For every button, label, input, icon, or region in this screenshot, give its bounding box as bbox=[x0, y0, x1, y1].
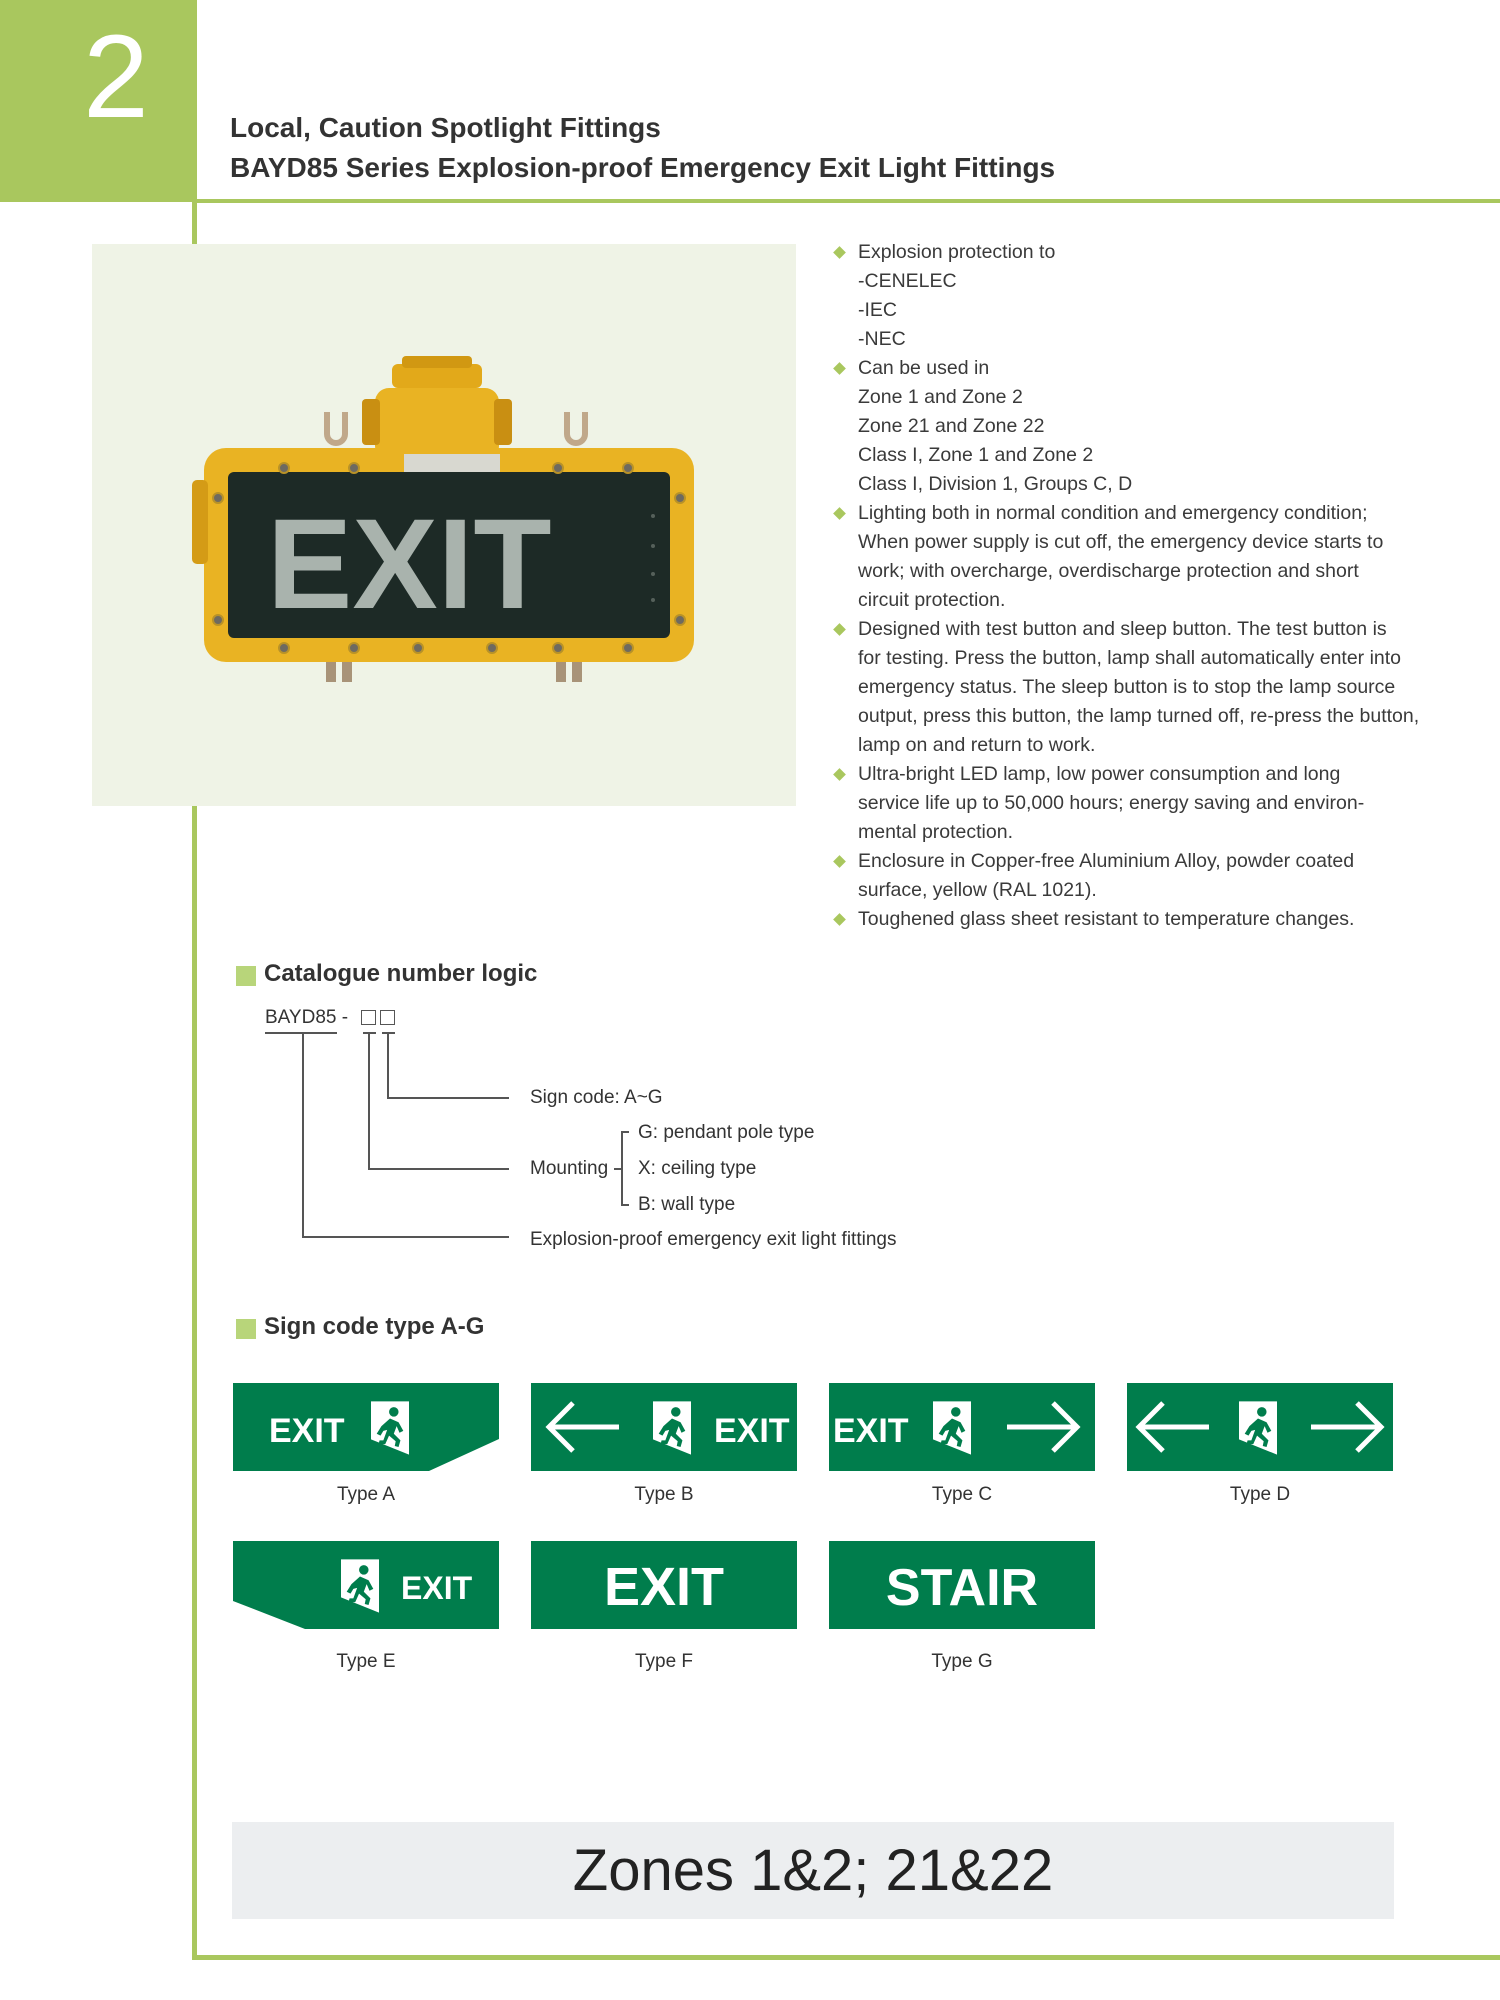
sign-type-d-label: Type D bbox=[1229, 1484, 1291, 1505]
feature-list bbox=[832, 238, 1472, 934]
feature-subline: -NEC bbox=[858, 328, 906, 350]
feature-text: Lighting both in normal condition and emergency condition; bbox=[858, 502, 1368, 524]
sign-type-e bbox=[233, 1541, 499, 1629]
mounting-connector-h bbox=[368, 1168, 509, 1170]
catalogue-heading-marker bbox=[236, 966, 256, 986]
sign-type-c bbox=[829, 1383, 1095, 1471]
bracket-mid bbox=[614, 1168, 622, 1170]
feature-subline: lamp on and return to work. bbox=[858, 734, 1096, 756]
exit-light-illustration bbox=[92, 244, 796, 806]
bullet-diamond-icon bbox=[833, 507, 846, 520]
bullet-diamond-icon bbox=[833, 855, 846, 868]
feature-subline: work; with overcharge, overdischarge protection and short bbox=[858, 560, 1359, 582]
code-underline bbox=[265, 1032, 337, 1034]
bullet-diamond-icon bbox=[833, 246, 846, 259]
feature-text: Enclosure in Copper-free Aluminium Alloy, powder coated bbox=[858, 850, 1355, 872]
signs-heading-marker bbox=[236, 1319, 256, 1339]
feature-item bbox=[832, 499, 1472, 528]
feature-item bbox=[832, 615, 1472, 644]
feature-text: Explosion protection to bbox=[858, 241, 1056, 263]
fitting-label: Explosion-proof emergency exit light fittings bbox=[530, 1229, 897, 1250]
bullet-diamond-icon bbox=[833, 362, 846, 375]
bullet-diamond-icon bbox=[833, 913, 846, 926]
running-man-icon bbox=[371, 1401, 409, 1454]
feature-subline: Zone 21 and Zone 22 bbox=[858, 415, 1045, 437]
feature-subline: mental protection. bbox=[858, 821, 1014, 843]
sign-a-exit-text: EXIT bbox=[269, 1412, 345, 1450]
mount-x-label: X: ceiling type bbox=[638, 1158, 757, 1179]
bracket-top bbox=[621, 1131, 629, 1133]
product-photo bbox=[92, 244, 796, 806]
sign-type-b-label: Type B bbox=[634, 1484, 694, 1505]
code-box-2 bbox=[380, 1010, 395, 1025]
mount-g-label: G: pendant pole type bbox=[638, 1122, 815, 1143]
sign-code-label: Sign code: A~G bbox=[530, 1087, 663, 1108]
page-title: Local, Caution Spotlight Fittings bbox=[230, 112, 661, 143]
sign-type-f-label: Type F bbox=[634, 1651, 694, 1672]
bottom-border bbox=[192, 1955, 1500, 1960]
sign-c-exit-text: EXIT bbox=[833, 1412, 909, 1450]
feature-subline: for testing. Press the button, lamp shall automatically enter into bbox=[858, 647, 1402, 669]
arrow-left-icon bbox=[549, 1403, 619, 1451]
page-subtitle: BAYD85 Series Explosion-proof Emergency Exit Light Fittings bbox=[230, 152, 1056, 183]
running-man-icon bbox=[933, 1401, 971, 1454]
sign-type-d bbox=[1127, 1383, 1393, 1471]
box2-underline bbox=[382, 1032, 395, 1034]
running-man-icon bbox=[1239, 1401, 1277, 1454]
sign-type-f bbox=[531, 1541, 797, 1629]
fitting-connector-h bbox=[302, 1236, 509, 1238]
running-man-icon bbox=[653, 1401, 691, 1454]
feature-text: Toughened glass sheet resistant to temperature changes. bbox=[858, 908, 1355, 930]
running-man-icon bbox=[341, 1559, 379, 1612]
sign-type-b bbox=[531, 1383, 797, 1471]
sign-type-c-label: Type C bbox=[931, 1484, 993, 1505]
code-box-1 bbox=[361, 1010, 376, 1025]
feature-item bbox=[832, 847, 1472, 876]
mounting-connector bbox=[368, 1032, 370, 1169]
feature-subline: circuit protection. bbox=[858, 589, 1006, 611]
bullet-diamond-icon bbox=[833, 768, 846, 781]
feature-text: Designed with test button and sleep button. The test button is bbox=[858, 618, 1387, 640]
sign-b-exit-text: EXIT bbox=[714, 1412, 790, 1450]
signs-heading: Sign code type A-G bbox=[264, 1313, 485, 1340]
catalogue-heading: Catalogue number logic bbox=[264, 960, 538, 987]
page-number: 2 bbox=[83, 11, 149, 143]
bullet-diamond-icon bbox=[833, 623, 846, 636]
feature-item bbox=[832, 354, 1472, 383]
box1-underline bbox=[363, 1032, 376, 1034]
feature-item bbox=[832, 238, 1472, 267]
catalogue-code: BAYD85 - bbox=[265, 1007, 349, 1028]
mounting-label: Mounting bbox=[530, 1158, 609, 1179]
zones-banner: Zones 1&2; 21&22 bbox=[232, 1822, 1394, 1919]
feature-subline: Class I, Zone 1 and Zone 2 bbox=[858, 444, 1094, 466]
feature-subline: -IEC bbox=[858, 299, 897, 321]
sign-e-exit-text: EXIT bbox=[401, 1570, 473, 1606]
header-divider bbox=[197, 199, 1500, 203]
feature-item bbox=[832, 905, 1472, 934]
feature-subline: output, press this button, the lamp turned off, re-press the button, bbox=[858, 705, 1420, 727]
fitting-connector bbox=[302, 1032, 304, 1237]
feature-subline: surface, yellow (RAL 1021). bbox=[858, 879, 1097, 901]
sign-type-a bbox=[233, 1383, 499, 1471]
sign-type-a-label: Type A bbox=[336, 1484, 396, 1505]
sign-type-g-label: Type G bbox=[931, 1651, 993, 1672]
arrow-right-icon bbox=[1007, 1403, 1077, 1451]
feature-subline: service life up to 50,000 hours; energy saving and environ- bbox=[858, 792, 1365, 814]
arrow-left-icon bbox=[1139, 1403, 1209, 1451]
feature-subline: Zone 1 and Zone 2 bbox=[858, 386, 1023, 408]
feature-subline: emergency status. The sleep button is to stop the lamp source bbox=[858, 676, 1396, 698]
arrow-right-icon bbox=[1311, 1403, 1381, 1451]
feature-text: Ultra-bright LED lamp, low power consumption and long bbox=[858, 763, 1341, 785]
feature-subline: Class I, Division 1, Groups C, D bbox=[858, 473, 1133, 495]
sign-type-g bbox=[829, 1541, 1095, 1629]
sign-f-exit-text: EXIT bbox=[603, 1557, 725, 1617]
feature-item bbox=[832, 760, 1472, 789]
sign-code-connector bbox=[387, 1032, 389, 1098]
product-exit-text: EXIT bbox=[267, 493, 552, 636]
sign-g-stair-text: STAIR bbox=[885, 1559, 1039, 1617]
feature-subline: When power supply is cut off, the emergency device starts to bbox=[858, 531, 1384, 553]
feature-text: Can be used in bbox=[858, 357, 990, 379]
feature-subline: -CENELEC bbox=[858, 270, 957, 292]
mount-b-label: B: wall type bbox=[638, 1194, 736, 1215]
bracket-bottom bbox=[621, 1204, 629, 1206]
sign-code-connector-h bbox=[387, 1097, 509, 1099]
sign-type-e-label: Type E bbox=[336, 1651, 396, 1672]
